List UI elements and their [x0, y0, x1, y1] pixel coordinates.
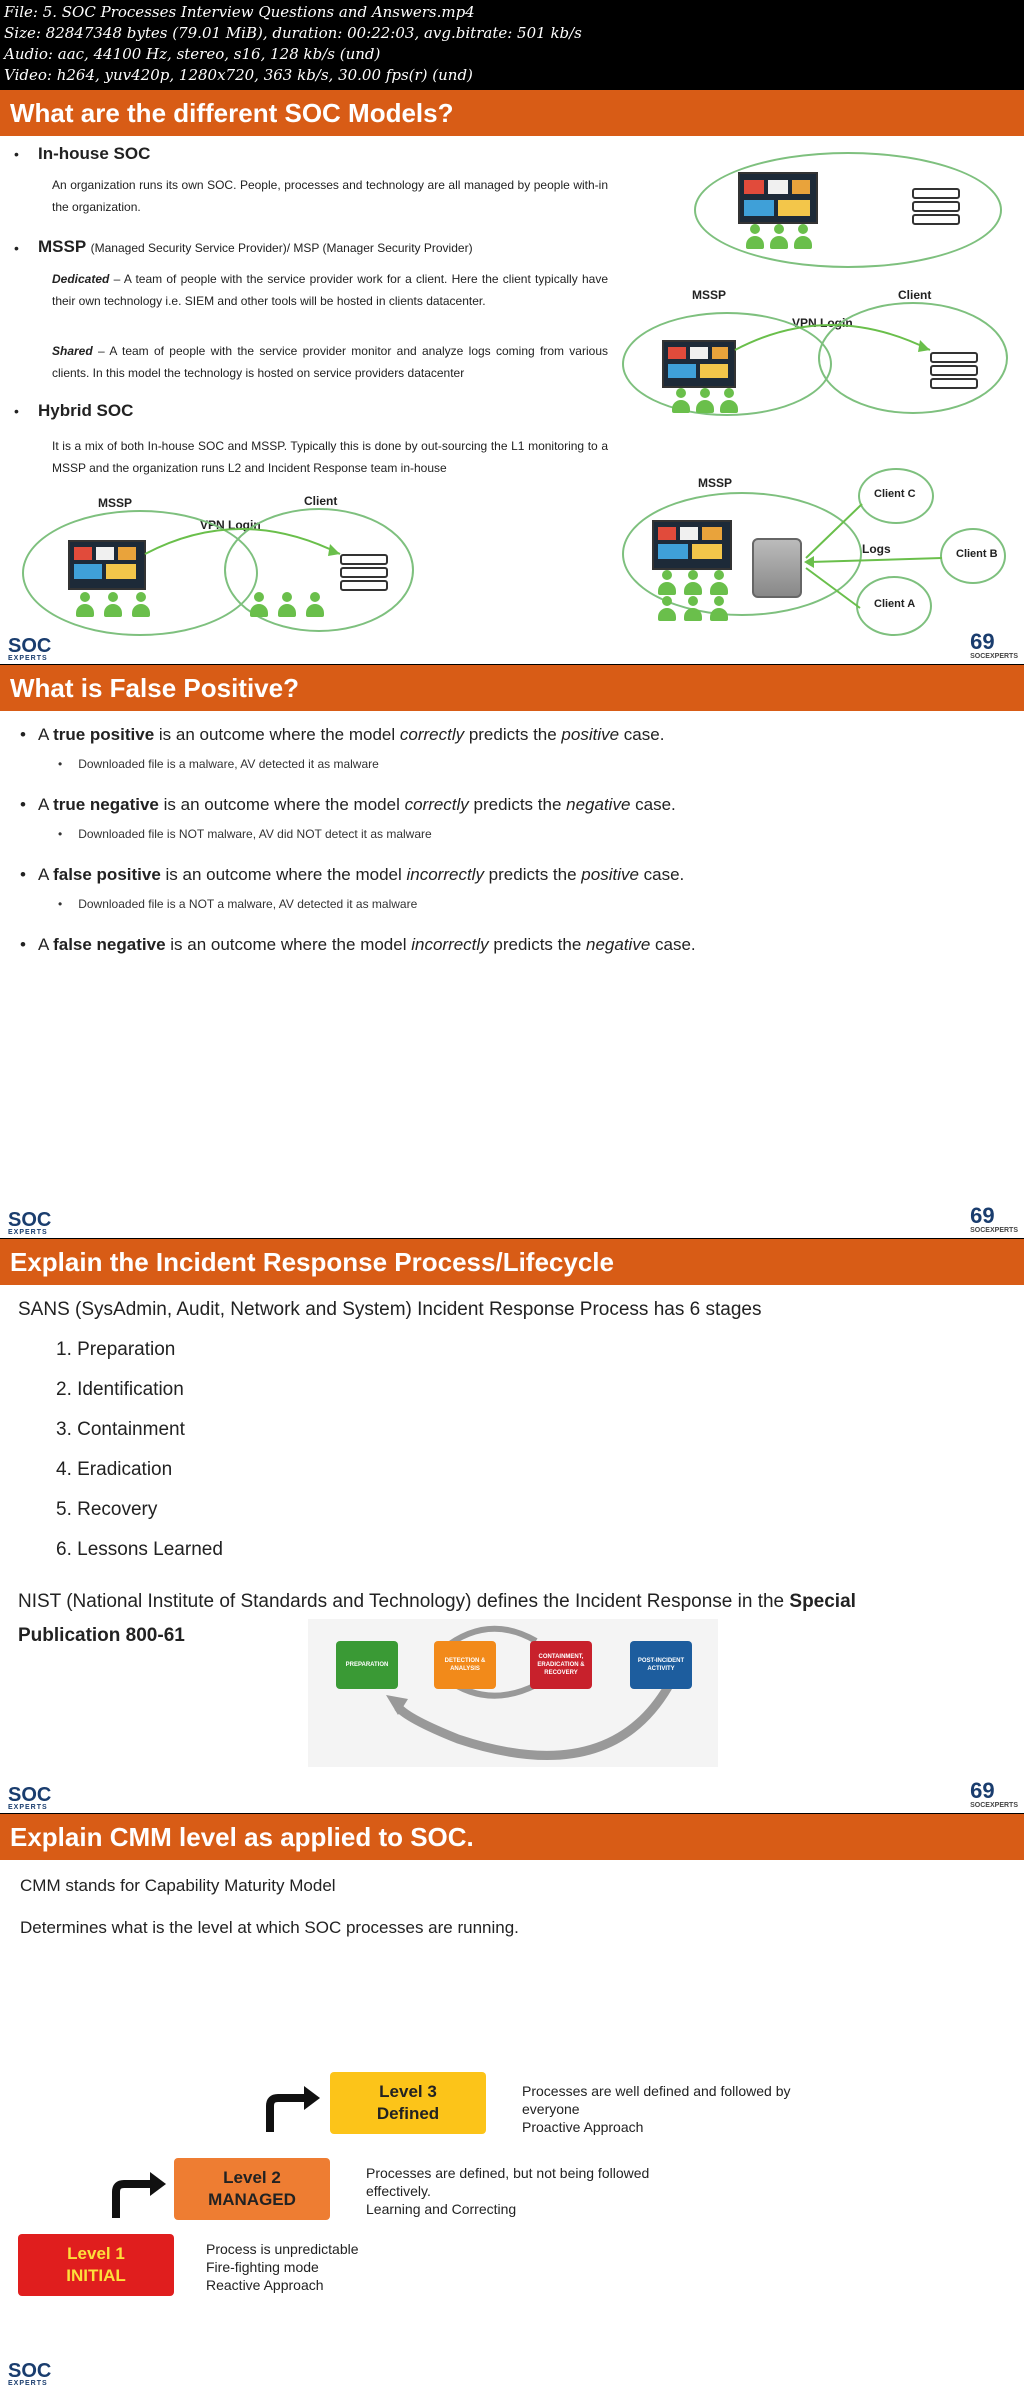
- step-up-arrow-icon: [108, 2170, 168, 2220]
- outcome-pre: A: [37, 725, 54, 744]
- bullet-icon: •: [20, 865, 26, 884]
- soc-dashboard-icon: [652, 520, 732, 570]
- mssp-label: MSSP: [692, 288, 727, 302]
- bullet-icon: •: [14, 146, 19, 162]
- analyst-icon: [76, 592, 94, 618]
- hybrid-heading: Hybrid SOC: [38, 401, 134, 420]
- outcome-term: true negative: [53, 795, 159, 814]
- client-a-label: Client A: [874, 598, 916, 610]
- cmm-purpose: Determines what is the level at which SOC processes are running.: [20, 1918, 519, 1937]
- outcome-correctness: incorrectly: [411, 935, 489, 954]
- nist-stage-box: DETECTION & ANALYSIS: [434, 1641, 496, 1689]
- brand-69-logo: [970, 1205, 1018, 1234]
- outcome-mid2: predicts the: [468, 795, 567, 814]
- outcome-correctness: correctly: [404, 795, 469, 814]
- client-b-label: Client B: [956, 548, 998, 560]
- soc-logo-sub: EXPERTS: [8, 1804, 48, 1811]
- log-server-stack-icon: [752, 538, 802, 598]
- brand-69-text: 69: [970, 629, 995, 654]
- outcome-mid2: predicts the: [464, 725, 562, 744]
- brand-69-text: 69: [970, 1203, 995, 1228]
- outcome-term: false positive: [53, 865, 161, 884]
- outcome-case: negative: [566, 795, 631, 814]
- nist-desc: NIST (National Institute of Standards and Technology) defines the Incident Response in the: [18, 1591, 790, 1612]
- soc-logo-sub: EXPERTS: [8, 2380, 48, 2387]
- analyst-icon: [794, 224, 812, 250]
- brand-69-logo: [970, 631, 1018, 660]
- dedicated-desc: – A team of people with the service provider work for a client. Here the client typically have their own technology i.e. SIEM and other tools will be hosted in clients datacenter.: [52, 272, 608, 308]
- slide-title: What are the different SOC Models?: [0, 90, 1024, 136]
- analyst-icon: [250, 592, 268, 618]
- cmm-level-number: Level 1: [67, 2244, 125, 2263]
- vpn-login-label: VPN Login: [792, 316, 853, 330]
- bullet-icon: •: [20, 795, 26, 814]
- shared-desc: – A team of people with the service provider monitor and analyze logs coming from various clients. In this model the technology is hosted on service providers datacenter: [52, 344, 608, 380]
- soc-logo-text: SOC: [8, 2360, 52, 2382]
- cmm-level-description-line: Process is unpredictable: [206, 2241, 359, 2257]
- soc-logo-text: SOC: [8, 1209, 52, 1231]
- file-info-line: Audio: aac, 44100 Hz, stereo, s16, 128 kb/s (und): [4, 45, 381, 63]
- outcome-item: [20, 865, 684, 885]
- nist-special: Special: [789, 1591, 856, 1612]
- slide-title: What is False Positive?: [0, 665, 1024, 711]
- analyst-icon: [684, 596, 702, 622]
- vpn-arrow: [730, 310, 940, 380]
- soc-experts-logo: [8, 1211, 51, 1236]
- nist-stage-box: CONTAINMENT, ERADICATION & RECOVERY: [530, 1641, 592, 1689]
- outcome-example-text: Downloaded file is NOT malware, AV did NOT detect it as malware: [78, 827, 432, 841]
- mssp-heading-row: [38, 237, 473, 257]
- sans-stage-item: 6. Lessons Learned: [56, 1539, 223, 1560]
- client-label: Client: [304, 494, 338, 508]
- client-c-label: Client C: [874, 488, 916, 500]
- sub-bullet-icon: •: [58, 827, 63, 841]
- sans-stage-item: 3. Containment: [56, 1419, 185, 1440]
- cmm-level-number: Level 2: [223, 2168, 281, 2187]
- soc-logo-text: SOC: [8, 1784, 52, 1806]
- cmm-level-name: Defined: [376, 2104, 440, 2123]
- outcome-term: true positive: [53, 725, 155, 744]
- bullet-icon: •: [20, 725, 26, 744]
- soc-experts-logo: [8, 2362, 51, 2387]
- vpn-arrow: [140, 514, 350, 584]
- analyst-icon: [306, 592, 324, 618]
- slide-false-positive: [0, 665, 1024, 1238]
- soc-experts-logo: [8, 637, 51, 662]
- outcome-example: [58, 827, 432, 841]
- mssp-heading: MSSP: [38, 237, 87, 256]
- analyst-icon: [278, 592, 296, 618]
- analyst-icon: [710, 596, 728, 622]
- cmm-level-description: [366, 2164, 649, 2218]
- brand-69-logo: [970, 1780, 1018, 1809]
- outcome-example: [58, 897, 417, 911]
- brand-69-sub: SOCEXPERTS: [970, 1227, 1018, 1234]
- sub-bullet-icon: •: [58, 757, 63, 771]
- cmm-level-description-line: Processes are well defined and followed by: [522, 2083, 791, 2099]
- soc-experts-logo: [8, 1786, 51, 1811]
- inhouse-heading: In-house SOC: [38, 144, 151, 163]
- nist-lifecycle-diagram: [308, 1619, 718, 1767]
- outcome-example-text: Downloaded file is a malware, AV detected it as malware: [78, 757, 379, 771]
- analyst-icon: [746, 224, 764, 250]
- outcome-pre: A: [37, 935, 54, 954]
- mssp-heading-note: (Managed Security Service Provider)/ MSP (Manager Security Provider): [90, 241, 473, 255]
- outcome-correctness: correctly: [399, 725, 465, 744]
- cmm-level-description-line: effectively.: [366, 2183, 431, 2199]
- soc-dashboard-icon: [738, 172, 818, 224]
- hybrid-text: It is a mix of both In-house SOC and MSSP. Typically this is done by out-sourcing the L1 monitoring to a MSSP and the organization runs L2 and Incident Response team in-house: [52, 439, 608, 475]
- outcome-mid: is an outcome where the model: [154, 725, 400, 744]
- outcome-mid: is an outcome where the model: [158, 795, 405, 814]
- server-icon: [912, 188, 962, 232]
- mssp-label: MSSP: [698, 476, 733, 490]
- file-info-line: Size: 82847348 bytes (79.01 MiB), duration: 00:22:03, avg.bitrate: 501 kb/s: [4, 24, 582, 42]
- outcome-case: negative: [586, 935, 651, 954]
- analyst-icon: [672, 388, 690, 414]
- brand-69-sub: SOCEXPERTS: [970, 653, 1018, 660]
- outcome-mid: is an outcome where the model: [165, 935, 412, 954]
- slide-title: Explain the Incident Response Process/Lifecycle: [0, 1239, 1024, 1285]
- analyst-icon: [770, 224, 788, 250]
- analyst-icon: [710, 570, 728, 596]
- outcome-post: case.: [619, 725, 665, 744]
- outcome-case: positive: [581, 865, 639, 884]
- inhouse-text: An organization runs its own SOC. People, processes and technology are all managed by people with-in the organization.: [52, 178, 608, 214]
- outcome-correctness: incorrectly: [406, 865, 484, 884]
- analyst-icon: [696, 388, 714, 414]
- soc-logo-sub: EXPERTS: [8, 655, 48, 662]
- cmm-level-number: Level 3: [379, 2082, 437, 2101]
- soc-logo-sub: EXPERTS: [8, 1229, 48, 1236]
- slide-incident-response: [0, 1239, 1024, 1813]
- nist-stage-box: PREPARATION: [336, 1641, 398, 1689]
- outcome-mid2: predicts the: [488, 935, 587, 954]
- shared-text: [52, 340, 608, 384]
- brand-69-sub: SOCEXPERTS: [970, 1802, 1018, 1809]
- cmm-level-box: [330, 2072, 486, 2134]
- cmm-level-name: MANAGED: [208, 2190, 296, 2209]
- outcome-term: false negative: [53, 935, 166, 954]
- logs-arrows: [800, 486, 950, 616]
- dedicated-label: Dedicated: [52, 272, 110, 286]
- bullet-icon: •: [14, 403, 19, 419]
- cmm-definition: CMM stands for Capability Maturity Model: [20, 1876, 336, 1895]
- file-info-line: File: 5. SOC Processes Interview Questions and Answers.mp4: [4, 3, 475, 21]
- outcome-example: [58, 757, 379, 771]
- nist-stage-box: POST-INCIDENT ACTIVITY: [630, 1641, 692, 1689]
- outcome-post: case.: [630, 795, 676, 814]
- cmm-level-description-line: everyone: [522, 2101, 580, 2117]
- outcome-mid: is an outcome where the model: [160, 865, 407, 884]
- vpn-login-label: VPN Login: [200, 518, 261, 532]
- soc-dashboard-icon: [68, 540, 146, 590]
- analyst-icon: [132, 592, 150, 618]
- outcome-post: case.: [638, 865, 685, 884]
- soc-dashboard-icon: [662, 340, 736, 388]
- logs-label: Logs: [862, 542, 891, 556]
- sub-bullet-icon: •: [58, 897, 63, 911]
- slide-cmm-levels: [0, 1814, 1024, 2389]
- bullet-icon: •: [14, 240, 19, 256]
- mssp-label: MSSP: [98, 496, 133, 510]
- slide-soc-models: [0, 90, 1024, 664]
- outcome-item: [20, 935, 696, 955]
- outcome-case: positive: [561, 725, 620, 744]
- client-label: Client: [898, 288, 932, 302]
- step-up-arrow-icon: [262, 2084, 322, 2134]
- cmm-level-description-line: Processes are defined, but not being followed: [366, 2165, 650, 2181]
- analyst-icon: [104, 592, 122, 618]
- analyst-icon: [684, 570, 702, 596]
- outcome-pre: A: [37, 795, 54, 814]
- cmm-level-description: [522, 2082, 791, 2136]
- outcome-pre: A: [37, 865, 54, 884]
- sans-intro: SANS (SysAdmin, Audit, Network and System) Incident Response Process has 6 stages: [18, 1299, 762, 1320]
- cmm-level-name: INITIAL: [66, 2266, 126, 2285]
- cmm-level-description-line: Proactive Approach: [522, 2119, 644, 2135]
- outcome-item: [20, 795, 676, 815]
- cmm-level-description-line: Learning and Correcting: [366, 2201, 517, 2217]
- sans-stage-item: 5. Recovery: [56, 1499, 158, 1520]
- outcome-example-text: Downloaded file is a NOT a malware, AV detected it as malware: [78, 897, 418, 911]
- analyst-icon: [658, 596, 676, 622]
- cmm-level-box: [18, 2234, 174, 2296]
- cmm-level-description-line: Reactive Approach: [206, 2277, 324, 2293]
- outcome-mid2: predicts the: [483, 865, 582, 884]
- bullet-icon: •: [20, 935, 26, 954]
- sans-stage-item: 4. Eradication: [56, 1459, 173, 1480]
- file-info-header: [0, 0, 1024, 88]
- brand-69-text: 69: [970, 1778, 995, 1803]
- dedicated-text: [52, 268, 608, 312]
- outcome-item: [20, 725, 664, 745]
- slide-title: Explain CMM level as applied to SOC.: [0, 1814, 1024, 1860]
- shared-label: Shared: [52, 344, 93, 358]
- analyst-icon: [720, 388, 738, 414]
- outcome-post: case.: [650, 935, 696, 954]
- sans-stage-item: 2. Identification: [56, 1379, 184, 1400]
- analyst-icon: [658, 570, 676, 596]
- file-info-line: Video: h264, yuv420p, 1280x720, 363 kb/s, 30.00 fps(r) (und): [4, 66, 473, 84]
- sans-stage-item: 1. Preparation: [56, 1339, 176, 1360]
- cmm-level-description: [206, 2240, 359, 2294]
- nist-publication: Publication 800-61: [18, 1625, 185, 1646]
- cmm-level-description-line: Fire-fighting mode: [206, 2259, 319, 2275]
- cmm-level-box: [174, 2158, 330, 2220]
- soc-logo-text: SOC: [8, 635, 52, 657]
